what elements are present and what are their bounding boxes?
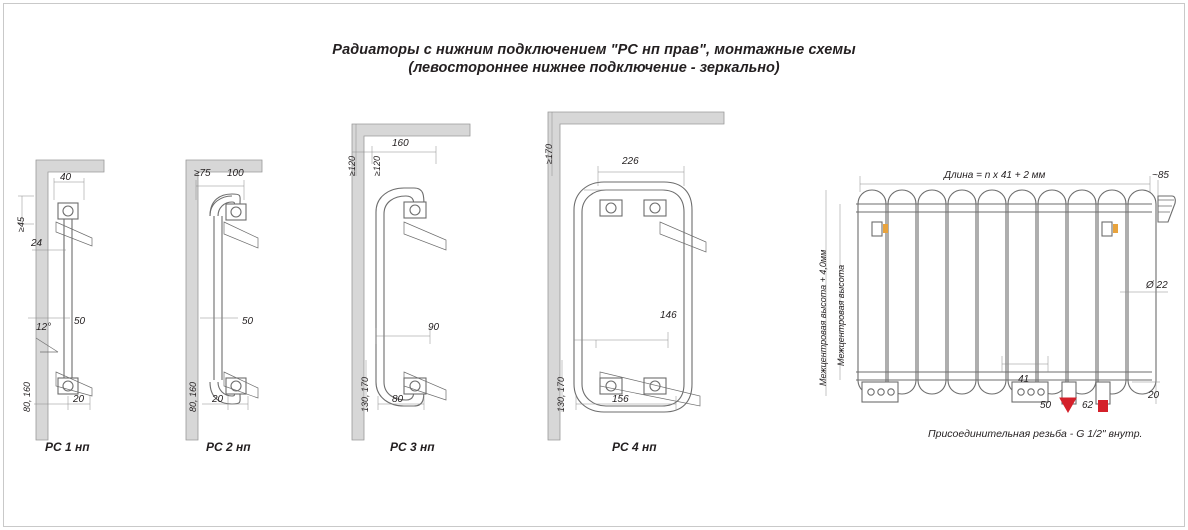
main-vertical-label-2: Межцентровая высота	[836, 264, 846, 366]
main-bottom-dim-50: 50	[1040, 400, 1052, 411]
fig1-dim-50: 50	[74, 316, 86, 327]
fig3-dim-160: 160	[392, 138, 409, 149]
fig2-dim-100: 100	[227, 168, 244, 179]
fig1-dim-24: 24	[31, 238, 43, 249]
fig2-dim-50: 50	[242, 316, 254, 327]
fig4-dim-156: 156	[612, 394, 629, 405]
main-view-graphics	[826, 176, 1175, 412]
fig2-dim-80-160: 80, 160	[188, 381, 198, 412]
fig3-dim-80: 80	[392, 394, 404, 405]
main-vertical-label-1: Межцентровая высота + 4,0мм	[818, 249, 828, 386]
fig4-dim-130-170: 130, 170	[556, 376, 566, 412]
fig1-dim-20: 20	[73, 394, 85, 405]
figure-1-caption: РС 1 нп	[45, 440, 90, 454]
fig3-dim-90: 90	[428, 322, 440, 333]
fig3-dim-120b: ≥120	[372, 156, 382, 176]
figure-4-caption: РС 4 нп	[612, 440, 657, 454]
thread-note: Присоединительная резьба - G 1/2" внутр.	[928, 428, 1143, 440]
fig1-dim-12deg: 12°	[36, 322, 52, 333]
figure-2-caption: РС 2 нп	[206, 440, 251, 454]
fig4-dim-170: ≥170	[544, 144, 554, 164]
main-bottom-dim-62: 62	[1082, 400, 1094, 411]
fig3-dim-120a: ≥120	[347, 156, 357, 176]
main-right-offset: ~85	[1152, 170, 1169, 181]
fig2-dim-20: 20	[212, 394, 224, 405]
fig3-dim-130-170: 130, 170	[360, 376, 370, 412]
fig1-dim-40: 40	[60, 172, 72, 183]
main-length-label: Длина = n x 41 + 2 мм	[944, 170, 1046, 181]
title-line-1: Радиаторы с нижним подключением "РС нп прав", монтажные схемы	[332, 42, 856, 58]
fig2-dim-75: ≥75	[194, 168, 211, 179]
figure-3-caption: РС 3 нп	[390, 440, 435, 454]
fig4-dim-146: 146	[660, 310, 677, 321]
title-line-2: (левостороннее нижнее подключение - зеркально)	[408, 60, 780, 76]
fig1-dim-45: ≥45	[16, 217, 26, 232]
main-bottom-dim-20: 20	[1148, 390, 1160, 401]
fig4-dim-226: 226	[622, 156, 639, 167]
main-section-pitch: 41	[1018, 374, 1030, 385]
fig1-dim-80-160: 80, 160	[22, 381, 32, 412]
main-diameter: Ø 22	[1146, 280, 1168, 291]
